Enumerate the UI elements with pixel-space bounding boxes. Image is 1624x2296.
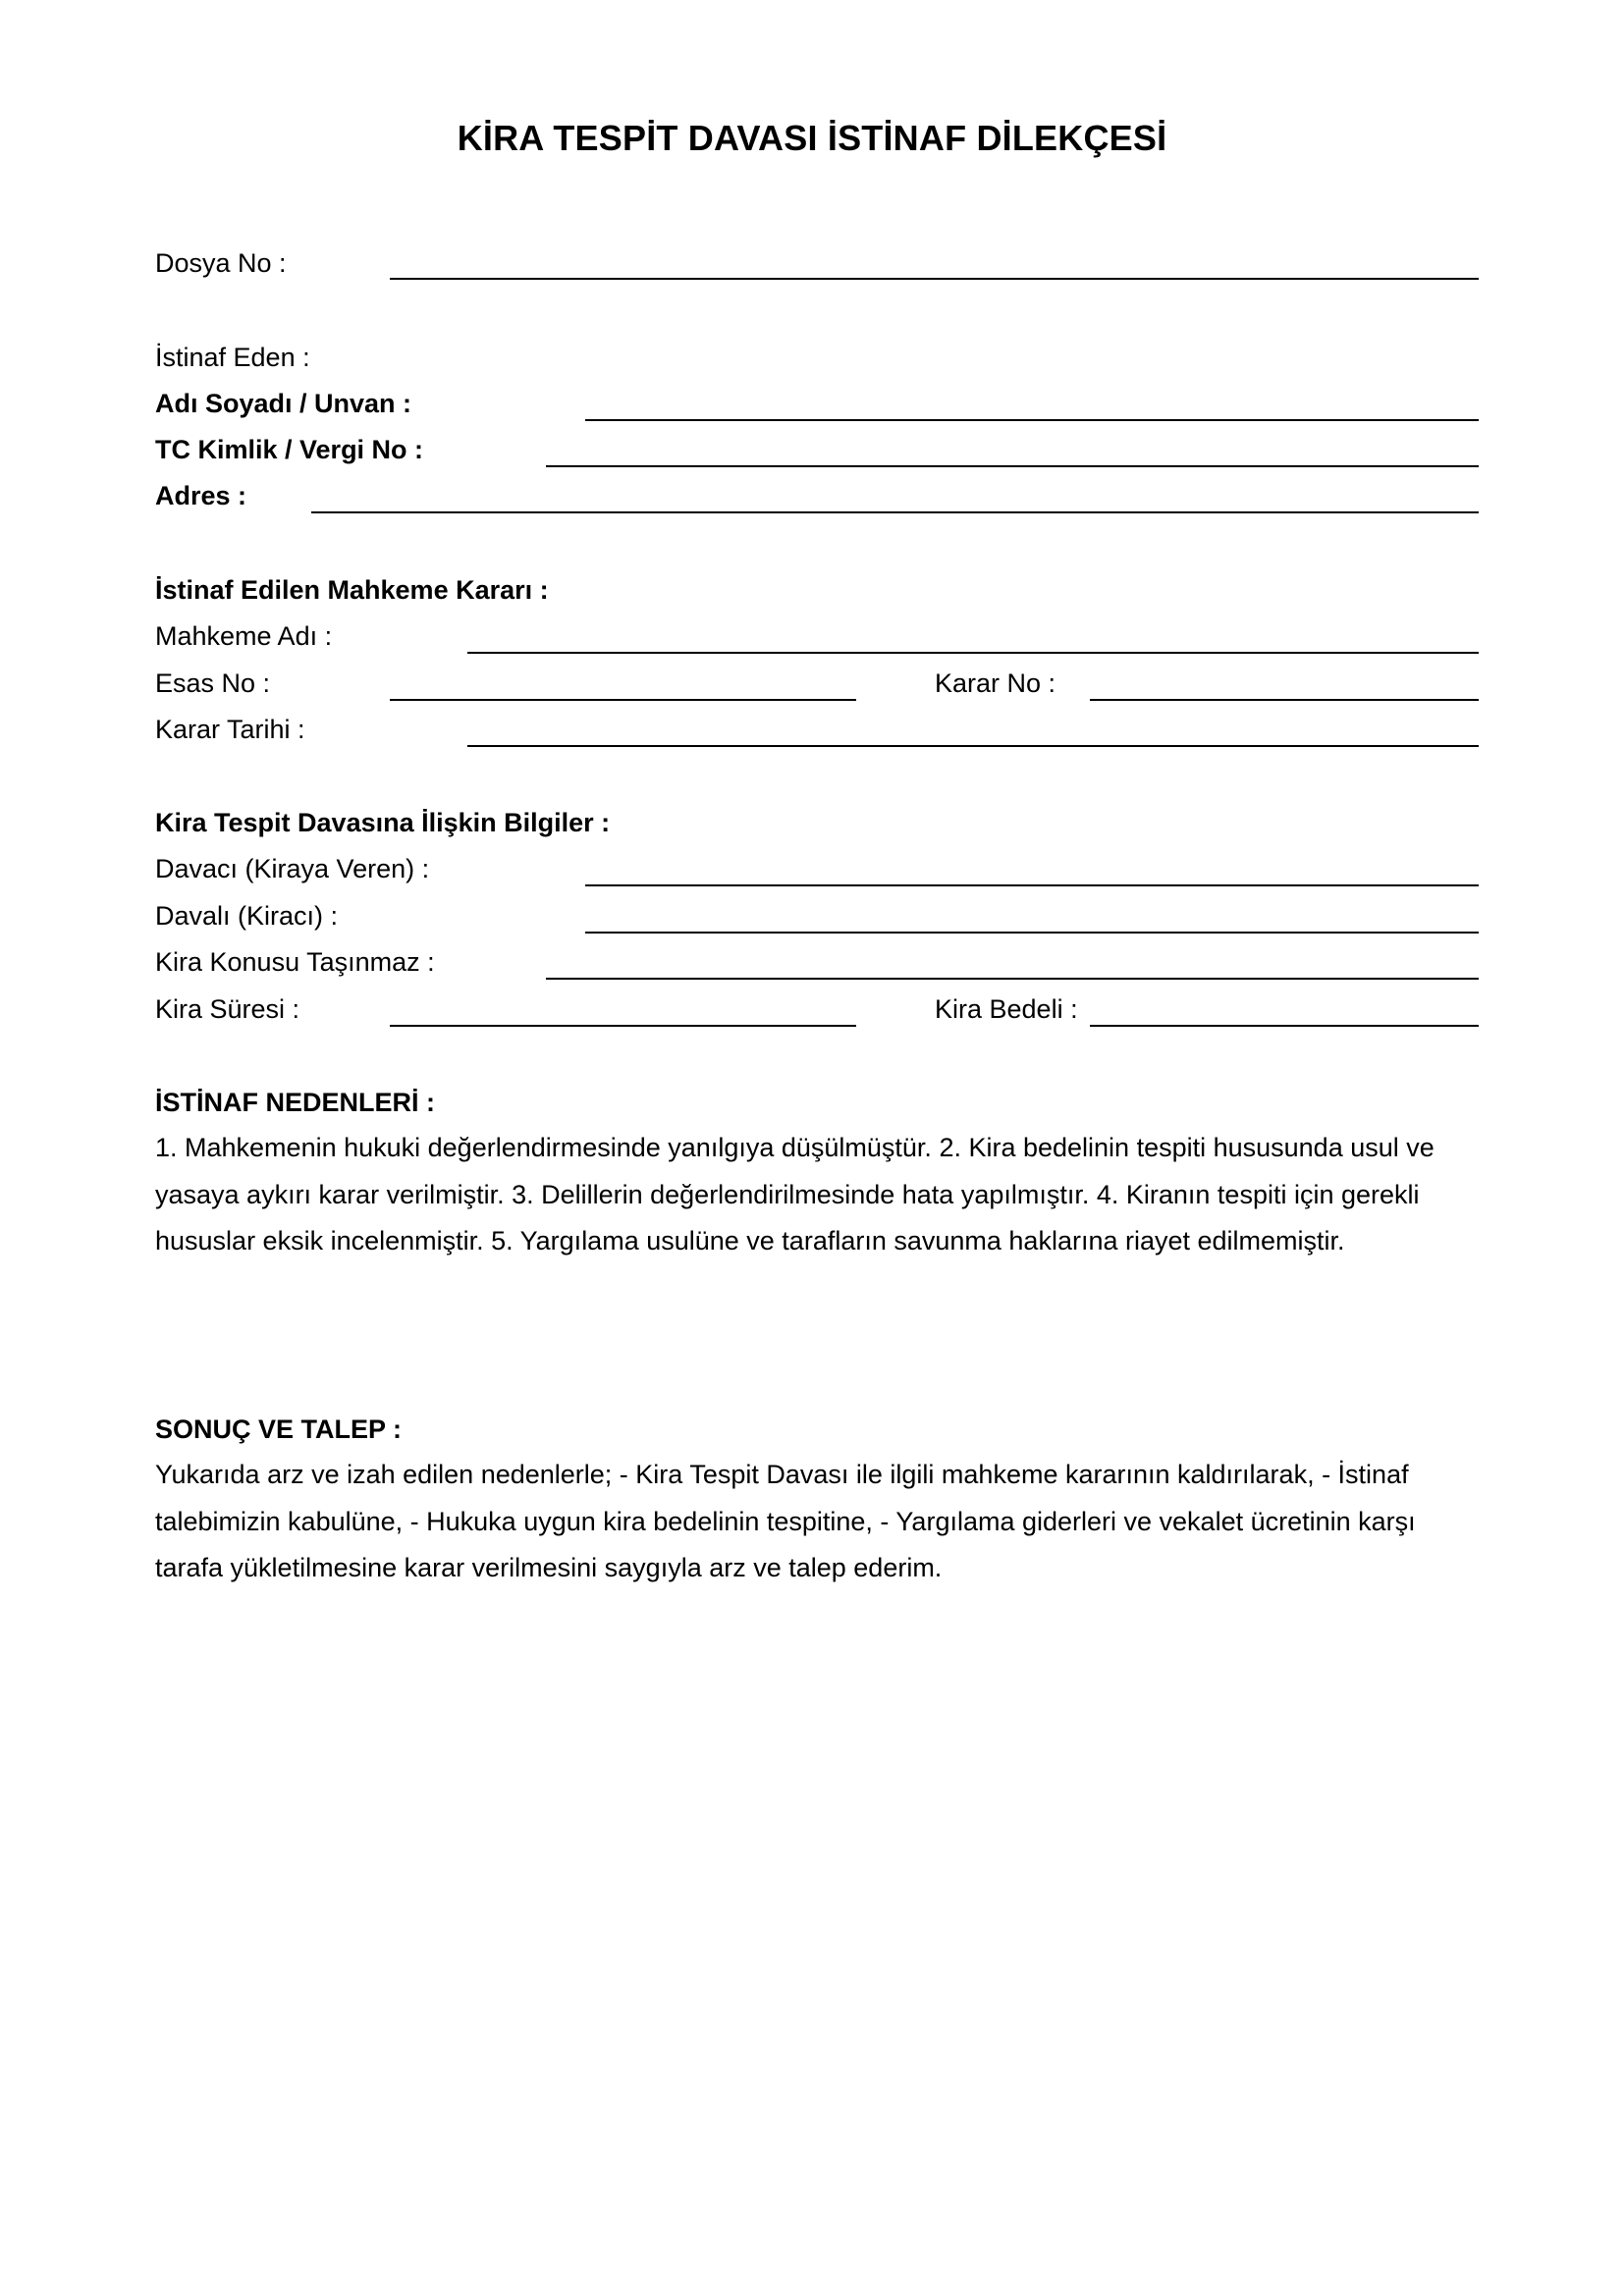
tasinmaz-field[interactable] bbox=[546, 978, 1479, 980]
mahkeme-adi-label: Mahkeme Adı : bbox=[155, 621, 333, 651]
nedenler-text: 1. Mahkemenin hukuki değerlendirmesinde yanılgıya düşülmüştür. 2. Kira bedelinin tespiti hususunda usul ve yasaya aykırı karar verilmiştir. 3. Delillerin değerlendirilmesinde hata yapılmıştır. 4. Kiranın tespiti için gerekli hususlar eksik incelenmiştir. 5. Yargılama usulüne ve tarafların savunma haklarına riayet edilmemiştir. bbox=[155, 1133, 1435, 1255]
davaci-field[interactable] bbox=[585, 884, 1479, 886]
sonuc-text: Yukarıda arz ve izah edilen nedenlerle; - Kira Tespit Davası ile ilgili mahkeme kararının kaldırılarak, - İstinaf talebimizin kabulüne, - Hukuka uygun kira bedelinin tespitine, - Yargılama giderleri ve vekalet ücretinin karşı tarafa yükletilmesine karar verilmesini saygıyla arz ve talep ederim. bbox=[155, 1460, 1416, 1582]
kira-bedeli-field[interactable] bbox=[1090, 1025, 1479, 1027]
dosya-no-field[interactable] bbox=[390, 278, 1479, 280]
tc-kimlik-field[interactable] bbox=[546, 465, 1479, 467]
karar-tarihi-field[interactable] bbox=[467, 745, 1479, 747]
karar-no-field[interactable] bbox=[1090, 699, 1479, 701]
document-title: KİRA TESPİT DAVASI İSTİNAF DİLEKÇESİ bbox=[457, 118, 1167, 158]
dosya-no-label: Dosya No : bbox=[155, 248, 287, 278]
davaci-label: Davacı (Kiraya Veren) : bbox=[155, 854, 430, 883]
esas-no-label: Esas No : bbox=[155, 668, 271, 698]
kira-bedeli-label: Kira Bedeli : bbox=[935, 994, 1078, 1024]
sonuc-heading: SONUÇ VE TALEP : bbox=[155, 1415, 403, 1444]
karar-tarihi-label: Karar Tarihi : bbox=[155, 715, 305, 744]
adres-field[interactable] bbox=[311, 511, 1479, 513]
esas-no-field[interactable] bbox=[390, 699, 856, 701]
karar-heading: İstinaf Edilen Mahkeme Kararı : bbox=[155, 575, 549, 605]
davali-field[interactable] bbox=[585, 932, 1479, 934]
ad-soyad-label: Adı Soyadı / Unvan : bbox=[155, 389, 412, 418]
istinaf-eden-heading: İstinaf Eden : bbox=[155, 343, 310, 372]
davali-label: Davalı (Kiracı) : bbox=[155, 901, 339, 931]
kira-bilgileri-heading: Kira Tespit Davasına İlişkin Bilgiler : bbox=[155, 808, 611, 837]
tc-kimlik-label: TC Kimlik / Vergi No : bbox=[155, 435, 424, 464]
kira-suresi-label: Kira Süresi : bbox=[155, 994, 300, 1024]
adres-label: Adres : bbox=[155, 481, 247, 510]
ad-soyad-field[interactable] bbox=[585, 419, 1479, 421]
karar-no-label: Karar No : bbox=[935, 668, 1056, 698]
nedenler-heading: İSTİNAF NEDENLERİ : bbox=[155, 1088, 436, 1117]
kira-suresi-field[interactable] bbox=[390, 1025, 856, 1027]
mahkeme-adi-field[interactable] bbox=[467, 652, 1479, 654]
tasinmaz-label: Kira Konusu Taşınmaz : bbox=[155, 947, 435, 977]
